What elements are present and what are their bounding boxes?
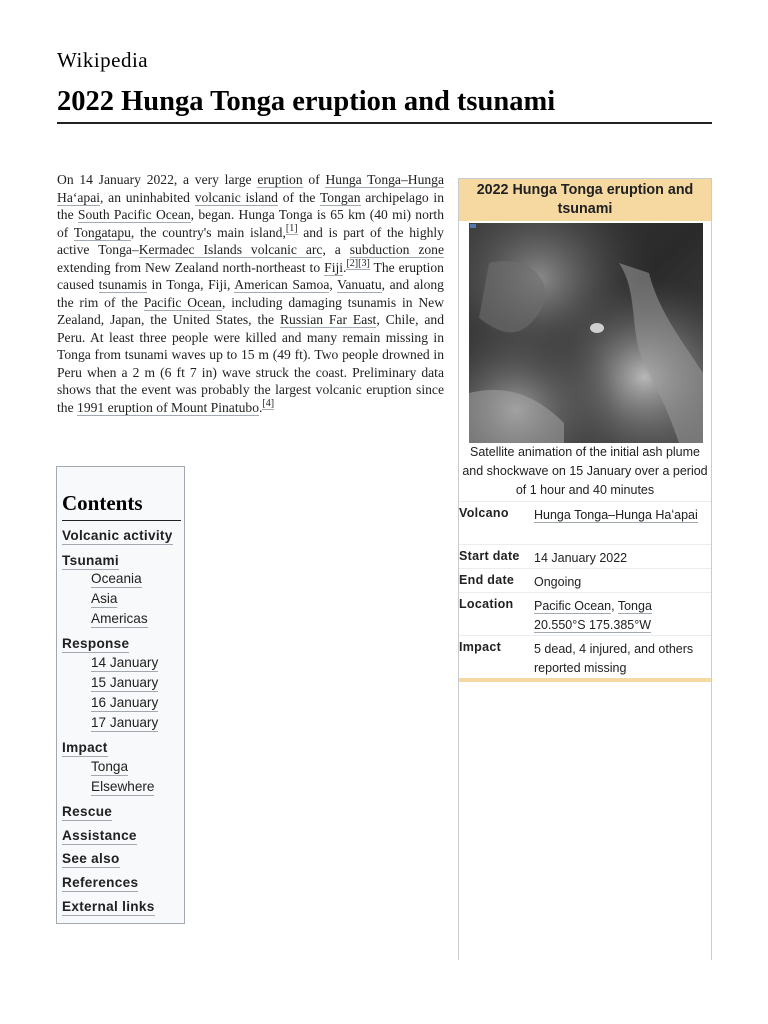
infobox-value-end-date: Ongoing xyxy=(534,575,582,589)
toc-subitem-17-january[interactable]: 17 January xyxy=(91,715,159,730)
toc-subitem-americas[interactable]: Americas xyxy=(91,611,148,626)
link-pacific-ocean[interactable]: Pacific Ocean xyxy=(143,294,222,310)
infobox-value-location: Pacific Ocean, Tonga 20.550°S 175.385°W xyxy=(534,599,652,632)
infobox-value-volcano[interactable]: Hunga Tonga–Hunga Haʻapai xyxy=(534,508,698,522)
toc-item-response[interactable]: Response xyxy=(62,636,130,651)
toc-item-rescue[interactable]: Rescue xyxy=(62,804,113,819)
page-title: 2022 Hunga Tonga eruption and tsunami xyxy=(57,86,712,124)
toc-item-tsunami[interactable]: Tsunami xyxy=(62,553,119,568)
toc-title: Contents xyxy=(62,491,181,521)
ref-2[interactable]: [2] xyxy=(346,257,359,269)
link-volcanic-island[interactable]: volcanic island xyxy=(194,189,278,205)
toc-item-see-also[interactable]: See also xyxy=(62,851,120,866)
toc-item-assistance[interactable]: Assistance xyxy=(62,828,137,843)
toc-item-volcanic-activity[interactable]: Volcanic activity xyxy=(62,528,173,543)
toc-subitem-14-january[interactable]: 14 January xyxy=(91,655,159,670)
toc-item-references[interactable]: References xyxy=(62,875,139,890)
toc-subitem-asia[interactable]: Asia xyxy=(91,591,118,606)
link-coordinates[interactable]: 20.550°S 175.385°W xyxy=(534,618,652,632)
infobox-label-impact: Impact xyxy=(459,640,502,654)
infobox-label-volcano: Volcano xyxy=(459,506,509,520)
infobox-value-impact: 5 dead, 4 injured, and others reported missing xyxy=(534,642,694,675)
link-eruption[interactable]: eruption xyxy=(257,172,303,187)
infobox xyxy=(458,178,712,960)
link-location-pacific-ocean[interactable]: Pacific Ocean xyxy=(534,599,612,613)
link-kermadec-arc[interactable]: Kermadec Islands volcanic arc xyxy=(138,242,323,257)
infobox-row-location xyxy=(459,592,711,636)
toc-subitem-16-january[interactable]: 16 January xyxy=(91,695,159,710)
wikipedia-logo[interactable]: Wikipedia xyxy=(57,48,149,72)
link-location-tonga[interactable]: Tonga xyxy=(617,599,652,613)
toc-subitem-elsewhere[interactable]: Elsewhere xyxy=(91,779,155,794)
infobox-row-end-date xyxy=(459,568,711,593)
link-russian-far-east[interactable]: Russian Far East xyxy=(279,312,377,327)
toc-item-impact[interactable]: Impact xyxy=(62,740,108,755)
link-hunga-tonga[interactable]: Hunga Tonga–Hunga Haʻapai xyxy=(57,172,445,205)
infobox-title: 2022 Hunga Tonga eruption and tsunami xyxy=(459,179,711,221)
infobox-value-start-date: 14 January 2022 xyxy=(534,551,628,565)
ref-1[interactable]: [1] xyxy=(285,222,298,234)
satellite-animation-image[interactable] xyxy=(469,223,703,443)
link-south-pacific-ocean[interactable]: South Pacific Ocean xyxy=(77,207,191,222)
ref-4[interactable]: [4] xyxy=(262,397,275,409)
infobox-label-end-date: End date xyxy=(459,573,515,587)
infobox-image-caption: Satellite animation of the initial ash plume and shockwave on 15 January over a period of 1 hour and 40 minutes xyxy=(462,445,708,497)
infobox-footer-bar xyxy=(459,678,711,682)
link-tongatapu[interactable]: Tongatapu xyxy=(73,224,131,240)
infobox-label-location: Location xyxy=(459,597,514,611)
toc-subitem-oceania[interactable]: Oceania xyxy=(91,571,142,586)
toc-subitem-15-january[interactable]: 15 January xyxy=(91,675,159,690)
link-tsunamis[interactable]: tsunamis xyxy=(98,277,147,292)
infobox-row-impact xyxy=(459,635,711,679)
infobox-label-start-date: Start date xyxy=(459,549,520,563)
infobox-row-volcano xyxy=(459,501,711,545)
table-of-contents xyxy=(56,466,185,924)
link-tongan[interactable]: Tongan xyxy=(319,189,361,205)
ref-3[interactable]: [3] xyxy=(358,257,370,269)
lead-paragraph: On 14 January 2022, a very large eruption of Hunga Tonga–Hunga Haʻapai, an uninhabited volcanic island of the Tongan archipelago in the South Pacific Ocean, began. Hunga Tonga is 65 km (40 mi) north of Tongatapu, the country's main island,[1] and is part of the highly active Tonga–Kermadec Islands volcanic arc, a subduction zone extending from New Zealand north-northeast to Fiji.[2][3] The eruption caused tsunamis in Tonga, Fiji, American Samoa, Vanuatu, and along the rim of the Pacific Ocean, including damaging tsunamis in New Zealand, Japan, the United States, the Russian Far East, Chile, and Peru. At least three people were killed and many remain missing in Tonga from tsunami waves up to 15 m (49 ft). Two people drowned in Peru when a 2 m (6 ft 7 in) wave struck the coast. Preliminary data shows that the event was probably the largest volcanic eruption since the 1991 eruption of Mount Pinatubo.[4] xyxy=(57,172,445,415)
link-subduction-zone[interactable]: subduction zone xyxy=(349,242,444,257)
link-fiji[interactable]: Fiji xyxy=(324,259,344,275)
link-vanuatu[interactable]: Vanuatu xyxy=(337,277,382,292)
infobox-row-start-date xyxy=(459,544,711,569)
link-pinatubo[interactable]: 1991 eruption of Mount Pinatubo xyxy=(77,399,260,415)
toc-item-external-links[interactable]: External links xyxy=(62,899,155,914)
toc-subitem-tonga[interactable]: Tonga xyxy=(91,759,129,774)
link-american-samoa[interactable]: American Samoa xyxy=(234,277,330,292)
